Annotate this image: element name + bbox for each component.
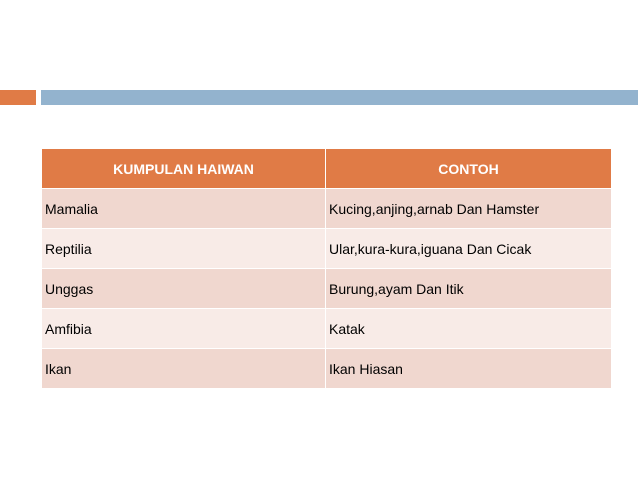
table-cell-example: Ikan Hiasan bbox=[326, 349, 612, 389]
table-row bbox=[42, 189, 612, 229]
title-divider-bar bbox=[41, 90, 638, 105]
table-cell-group: Amfibia bbox=[42, 309, 326, 349]
table-cell-example: Burung,ayam Dan Itik bbox=[326, 269, 612, 309]
table-row bbox=[42, 349, 612, 389]
table-row bbox=[42, 309, 612, 349]
table-cell-example: Kucing,anjing,arnab Dan Hamster bbox=[326, 189, 612, 229]
accent-bar bbox=[0, 90, 36, 105]
animal-table bbox=[41, 148, 612, 389]
header-kumpulan-haiwan: KUMPULAN HAIWAN bbox=[42, 149, 326, 189]
header-contoh: CONTOH bbox=[326, 149, 612, 189]
table-cell-example: Ular,kura-kura,iguana Dan Cicak bbox=[326, 229, 612, 269]
table-row bbox=[42, 269, 612, 309]
table-cell-example: Katak bbox=[326, 309, 612, 349]
table-header-row bbox=[42, 149, 612, 189]
table-cell-group: Reptilia bbox=[42, 229, 326, 269]
table-cell-group: Ikan bbox=[42, 349, 326, 389]
table-cell-group: Unggas bbox=[42, 269, 326, 309]
table-row bbox=[42, 229, 612, 269]
table-cell-group: Mamalia bbox=[42, 189, 326, 229]
